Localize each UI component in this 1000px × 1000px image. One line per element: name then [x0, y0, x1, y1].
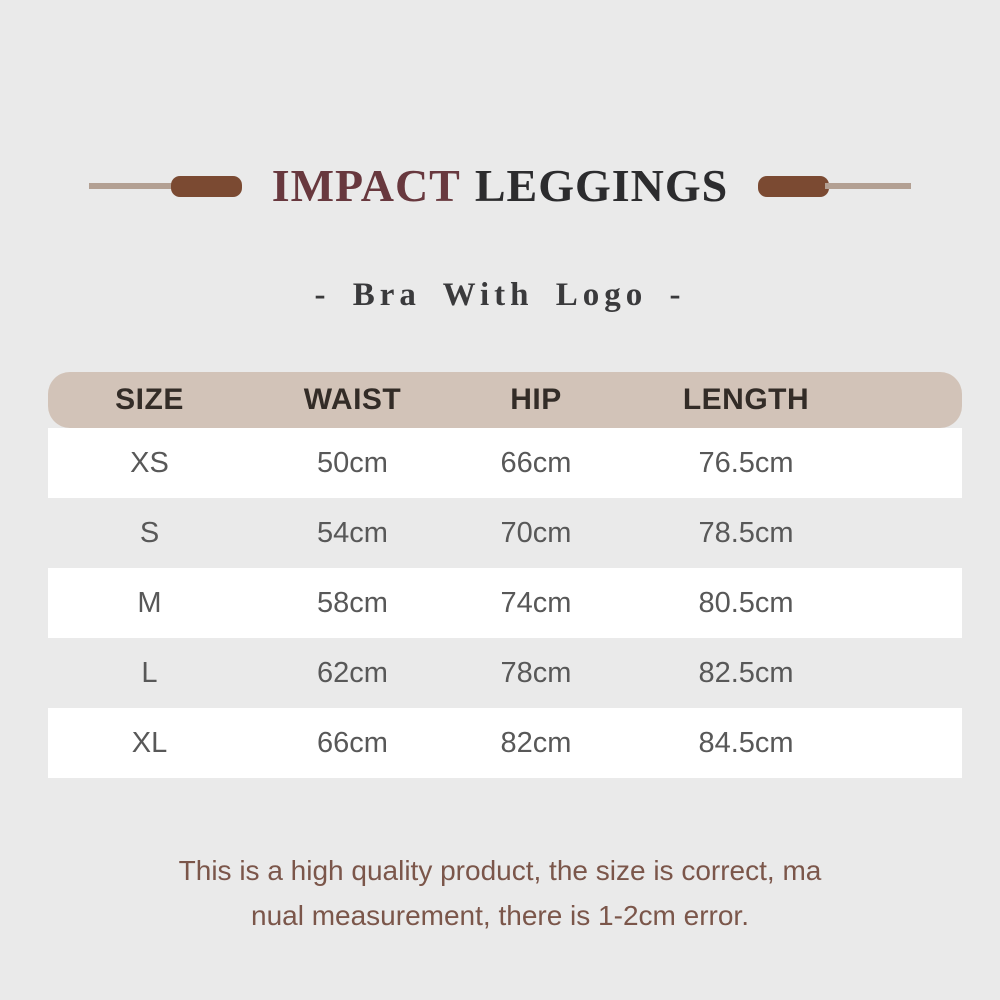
right-accent-decoration — [758, 176, 911, 197]
table-row-s — [48, 498, 962, 568]
size-cell: S — [139, 516, 160, 549]
column-header-hip: HIP — [510, 383, 562, 416]
left-thin-line — [89, 183, 175, 189]
disclaimer-line-2: nual measurement, there is 1-2cm error. — [251, 900, 749, 931]
table-row-l — [48, 638, 962, 708]
length-cell: 78.5cm — [698, 516, 794, 549]
page-title — [271, 160, 729, 211]
length-cell: 80.5cm — [698, 586, 794, 619]
right-thin-line — [825, 183, 911, 189]
table-row-m — [48, 568, 962, 638]
table-row-xl — [48, 708, 962, 778]
size-table — [48, 372, 962, 778]
column-header-size: SIZE — [115, 383, 184, 416]
waist-cell: 66cm — [317, 726, 388, 759]
disclaimer-text — [0, 848, 1000, 938]
length-cell: 82.5cm — [698, 656, 794, 689]
waist-cell: 50cm — [317, 446, 388, 479]
title-row — [0, 158, 1000, 214]
waist-cell: 54cm — [317, 516, 388, 549]
product-subtitle: - Bra With Logo - — [314, 277, 686, 313]
size-cell: XL — [131, 726, 168, 759]
length-cell: 76.5cm — [698, 446, 794, 479]
title-word-impact: IMPACT — [271, 160, 461, 211]
hip-cell: 78cm — [500, 656, 572, 689]
length-cell: 84.5cm — [698, 726, 794, 759]
hip-cell: 66cm — [500, 446, 572, 479]
waist-cell: 62cm — [317, 656, 388, 689]
left-accent-bar — [171, 176, 242, 197]
column-header-length: LENGTH — [682, 383, 810, 416]
size-cell: L — [141, 656, 158, 689]
disclaimer-line-1: This is a high quality product, the size is correct, ma — [178, 855, 822, 886]
left-accent-decoration — [89, 176, 242, 197]
title-word-leggings: LEGGINGS — [474, 160, 729, 211]
hip-cell: 82cm — [500, 726, 572, 759]
hip-cell: 74cm — [500, 586, 572, 619]
waist-cell: 58cm — [317, 586, 388, 619]
hip-cell: 70cm — [500, 516, 572, 549]
right-accent-bar — [758, 176, 829, 197]
size-cell: XS — [130, 446, 169, 479]
size-table-header-row — [48, 372, 962, 428]
size-cell: M — [137, 586, 162, 619]
table-row-xs — [48, 428, 962, 498]
column-header-waist: WAIST — [303, 383, 402, 416]
